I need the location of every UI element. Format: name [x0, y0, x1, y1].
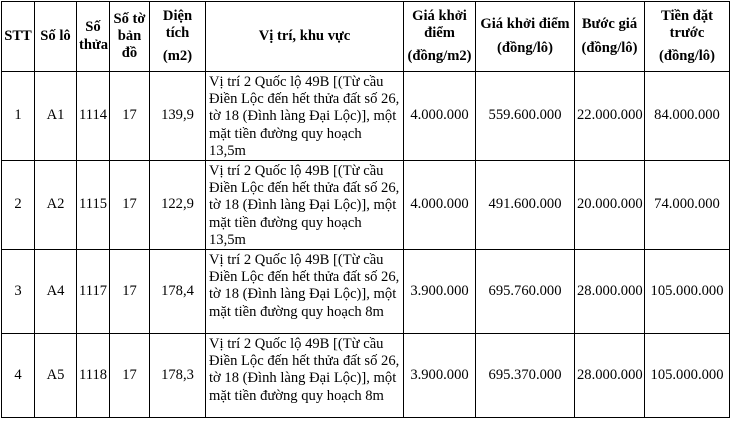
cell-gia-lo: 695.370.000 [476, 334, 575, 418]
cell-so-thua: 1114 [77, 72, 110, 161]
cell-tien-dat-truoc: 105.000.000 [645, 250, 730, 334]
cell-dien-tich: 178,3 [150, 334, 206, 418]
cell-so-to: 17 [110, 161, 150, 250]
header-so-lo: Số lô [35, 2, 77, 72]
cell-vi-tri: Vị trí 2 Quốc lộ 49B [(Từ cầu Điền Lộc đến hết thửa đất số 26, tờ 18 (Đình làng Đại Lộc)], một mặt tiền đường quy hoạch 13,5m [206, 72, 404, 161]
cell-so-to: 17 [110, 334, 150, 418]
header-so-thua: Số thửa [77, 2, 110, 72]
cell-stt: 2 [2, 161, 35, 250]
cell-gia-lo: 491.600.000 [476, 161, 575, 250]
cell-gia-m2: 4.000.000 [404, 72, 476, 161]
cell-gia-lo: 559.600.000 [476, 72, 575, 161]
cell-gia-m2: 3.900.000 [404, 250, 476, 334]
land-auction-table [1, 1, 730, 418]
cell-stt: 1 [2, 72, 35, 161]
cell-tien-dat-truoc: 105.000.000 [645, 334, 730, 418]
table-row [2, 72, 730, 161]
cell-stt: 4 [2, 334, 35, 418]
cell-buoc-gia: 28.000.000 [575, 334, 645, 418]
header-gia-khoi-diem-lo: Giá khởi điểm (đồng/lô) [476, 2, 575, 72]
cell-gia-m2: 3.900.000 [404, 334, 476, 418]
header-vi-tri: Vị trí, khu vực [206, 2, 404, 72]
table-row [2, 250, 730, 334]
cell-dien-tich: 139,9 [150, 72, 206, 161]
cell-buoc-gia: 28.000.000 [575, 250, 645, 334]
cell-so-lo: A1 [35, 72, 77, 161]
cell-so-thua: 1115 [77, 161, 110, 250]
header-so-to-ban-do: Số tờ bản đồ [110, 2, 150, 72]
header-buoc-gia: Bước giá (đồng/lô) [575, 2, 645, 72]
cell-vi-tri: Vị trí 2 Quốc lộ 49B [(Từ cầu Điền Lộc đến hết thửa đất số 26, tờ 18 (Đình làng Đại Lộc)], một mặt tiền đường quy hoạch 13,5m [206, 161, 404, 250]
cell-gia-m2: 4.000.000 [404, 161, 476, 250]
cell-dien-tich: 122,9 [150, 161, 206, 250]
cell-so-lo: A2 [35, 161, 77, 250]
cell-stt: 3 [2, 250, 35, 334]
header-tien-dat-truoc: Tiền đặt trước (đồng/lô) [645, 2, 730, 72]
cell-so-to: 17 [110, 250, 150, 334]
cell-so-thua: 1118 [77, 334, 110, 418]
header-stt: STT [2, 2, 35, 72]
cell-buoc-gia: 22.000.000 [575, 72, 645, 161]
cell-tien-dat-truoc: 84.000.000 [645, 72, 730, 161]
cell-vi-tri: Vị trí 2 Quốc lộ 49B [(Từ cầu Điền Lộc đến hết thửa đất số 26, tờ 18 (Đình làng Đại Lộc)], một mặt tiền đường quy hoạch 8m [206, 250, 404, 334]
cell-gia-lo: 695.760.000 [476, 250, 575, 334]
header-gia-khoi-diem-m2: Giá khởi điểm (đồng/m2) [404, 2, 476, 72]
cell-so-thua: 1117 [77, 250, 110, 334]
header-row [2, 2, 730, 72]
table-row [2, 334, 730, 418]
cell-vi-tri: Vị trí 2 Quốc lộ 49B [(Từ cầu Điền Lộc đến hết thửa đất số 26, tờ 18 (Đình làng Đại Lộc)], một mặt tiền đường quy hoạch 8m [206, 334, 404, 418]
cell-tien-dat-truoc: 74.000.000 [645, 161, 730, 250]
cell-dien-tich: 178,4 [150, 250, 206, 334]
cell-buoc-gia: 20.000.000 [575, 161, 645, 250]
cell-so-lo: A4 [35, 250, 77, 334]
table-row [2, 161, 730, 250]
cell-so-lo: A5 [35, 334, 77, 418]
cell-so-to: 17 [110, 72, 150, 161]
header-dien-tich: Diện tích (m2) [150, 2, 206, 72]
